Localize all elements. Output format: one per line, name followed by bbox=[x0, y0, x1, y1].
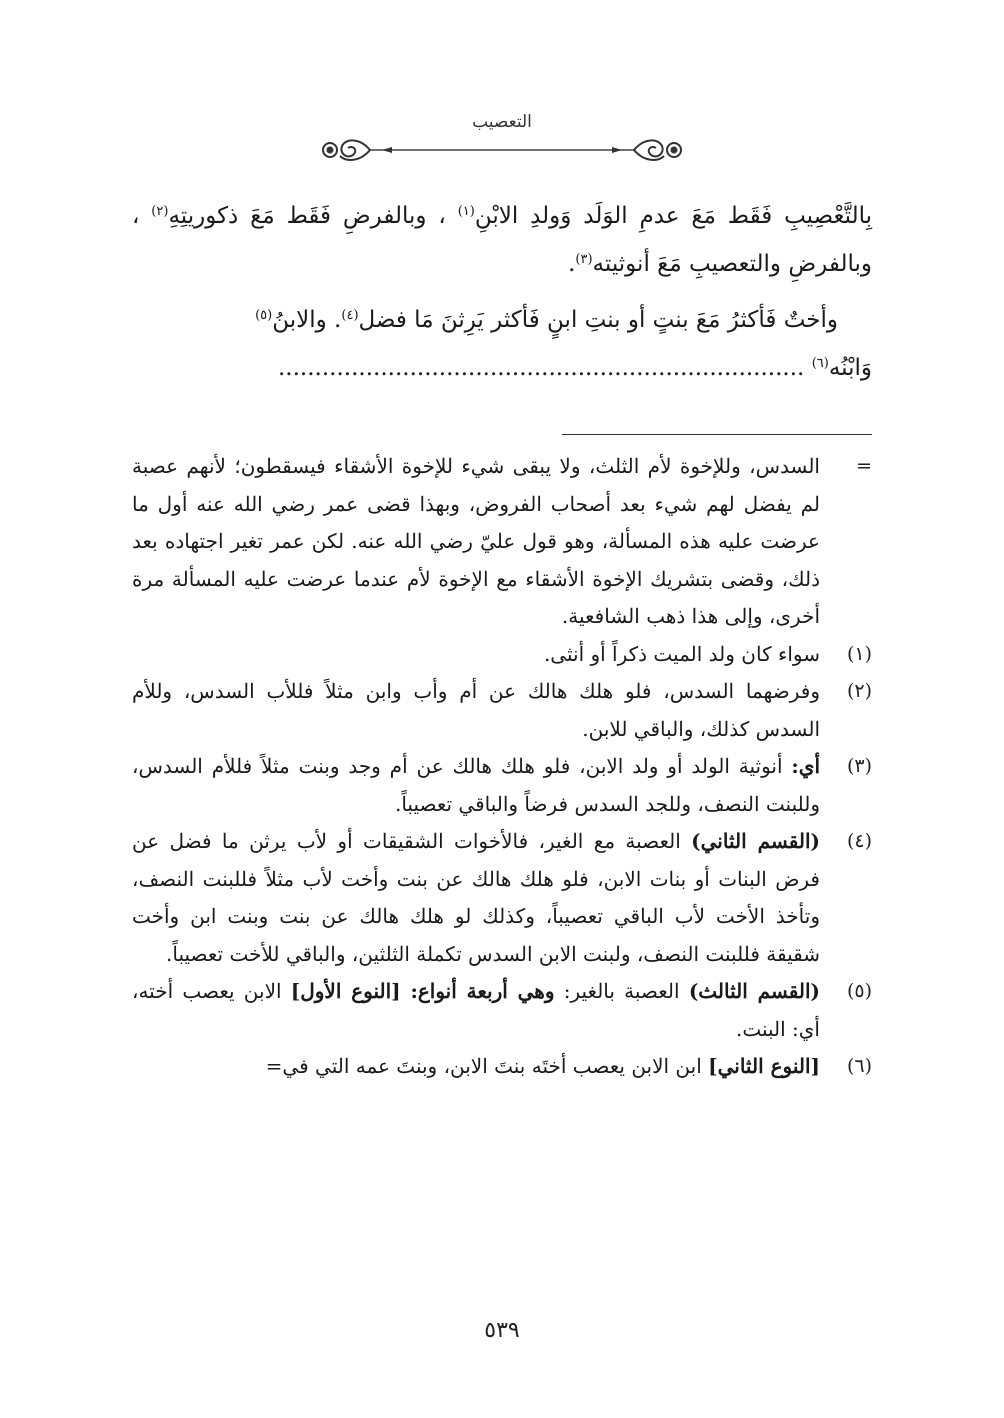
footnote-bold-term: وهي أربعة أنواع: [النوع الأول] bbox=[290, 979, 555, 1003]
footnote-text: (القسم الثاني) العصبة مع الغير، فالأخوات الشقيقات أو لأب يرثن ما فضل عن فرض البنات أو بنات الابن، فلو هلك هالك عن بنت وأخت لأب مثلاً فللبنت النصف، وتأخذ الأخت لأب الباقي تعصيباً، وكذلك لو هلك هالك عن بنت وبنت ابن وأخت شقيقة فللبنت النصف، ولبنت الابن السدس تكملة الثلثين، والباقي للأخت تعصيباً. bbox=[132, 829, 820, 966]
footnote-number: (١) bbox=[846, 642, 872, 665]
page-number: ٥٣٩ bbox=[484, 1318, 520, 1343]
footnote-number: (٥) bbox=[846, 980, 872, 1002]
footnote-bold-term: (القسم الثاني) bbox=[691, 829, 820, 853]
footnote-number: = bbox=[856, 455, 872, 477]
main-paragraph-3: وَابْنُه$^{(٦)}$ ........................................................................ bbox=[277, 355, 872, 381]
footnote-ref-4[interactable]: (٤) bbox=[341, 308, 359, 323]
footnote-5 bbox=[132, 973, 872, 1048]
footnotes-section bbox=[132, 448, 872, 1086]
footnote-bold-term: (القسم الثالث) bbox=[688, 979, 821, 1003]
footnote-text: سواء كان ولد الميت ذكراً أو أنثى. bbox=[543, 641, 820, 666]
footnote-ref-1[interactable]: (١) bbox=[457, 204, 475, 219]
footnote-text: (القسم الثالث) العصبة بالغير: وهي أربعة أنواع: [النوع الأول] الابن يعصب أخته، أي: البنت. bbox=[132, 979, 821, 1041]
footnote-number: (٤) bbox=[846, 830, 872, 852]
footnote-2 bbox=[132, 673, 872, 748]
footnote-ref-6[interactable]: (٦) bbox=[811, 356, 829, 371]
footnote-number: (٦) bbox=[846, 1055, 872, 1077]
footnote-3 bbox=[132, 748, 872, 823]
footnote-ref-2[interactable]: (٢) bbox=[151, 204, 169, 219]
footnote-number: (٢) bbox=[846, 680, 872, 702]
main-paragraph-2: وأختٌ فَأكثرُ مَعَ بنتٍ أو بنتِ ابنٍ فَأكثر يَرِثنَ مَا فضل$^{(٤)}$. والابنُ$^{(٥)}$ bbox=[255, 307, 838, 333]
footnote-separator bbox=[562, 434, 872, 435]
running-header-title: التعصيب bbox=[472, 112, 532, 132]
footnote-6 bbox=[132, 1048, 872, 1086]
footnote-text: وفرضهما السدس، فلو هلك هالك عن أم وأب وابن مثلاً فللأب السدس، وللأم السدس كذلك، والباقي للابن. bbox=[132, 679, 820, 741]
footnote-1 bbox=[132, 636, 872, 674]
header-ornament-icon bbox=[312, 128, 692, 172]
footnote-text: السدس، وللإخوة لأم الثلث، ولا يبقى شيء للإخوة الأشقاء فيسقطون؛ لأنهم عصبة لم يفضل لهم شيء بعد أصحاب الفروض، وبهذا قضى عمر رضي الله عنه أول ما عرضت عليه هذه المسألة، وهو قول عليّ رضي الله عنه. لكن عمر تغير اجتهاده بعد ذلك، وقضى بتشريك الإخوة الأشقاء مع الإخوة لأم عندما عرضت عليه المسألة مرة أخرى، وإلى هذا ذهب الشافعية. bbox=[132, 454, 820, 628]
main-text bbox=[132, 192, 872, 392]
footnote-number: (٣) bbox=[846, 755, 872, 777]
ellipsis-dots: ........................................................................ bbox=[277, 355, 805, 381]
footnote-ref-3[interactable]: (٣) bbox=[575, 252, 593, 267]
footnote-continuation bbox=[132, 448, 872, 636]
footnote-4 bbox=[132, 823, 872, 973]
footnote-bold-term: أي: bbox=[791, 754, 821, 778]
footnote-text: [النوع الثاني] ابن الابن يعصب أختَه بنتَ الابن، وبنتَ عمه التي في= bbox=[265, 1054, 820, 1078]
main-paragraph-1: بِالتَّعْصِيبِ فَقَط مَعَ عدمِ الوَلَد وَولدِ الابْنِ$^{(١)}$ ، وبالفرضِ فَقَط مَعَ ذكوريتِهِ$^{(٢)}$ ، وبالفرضِ والتعصيبِ مَعَ أنوثيته$^{(٣)}$. bbox=[132, 203, 873, 277]
footnote-bold-term: [النوع الثاني] bbox=[708, 1054, 820, 1078]
footnote-text: أي: أنوثية الولد أو ولد الابن، فلو هلك هالك عن أم وجد وبنت مثلاً فللأم السدس، وللبنت النصف، وللجد السدس فرضاً والباقي تعصيباً. bbox=[132, 754, 821, 816]
footnote-ref-5[interactable]: (٥) bbox=[255, 308, 273, 323]
